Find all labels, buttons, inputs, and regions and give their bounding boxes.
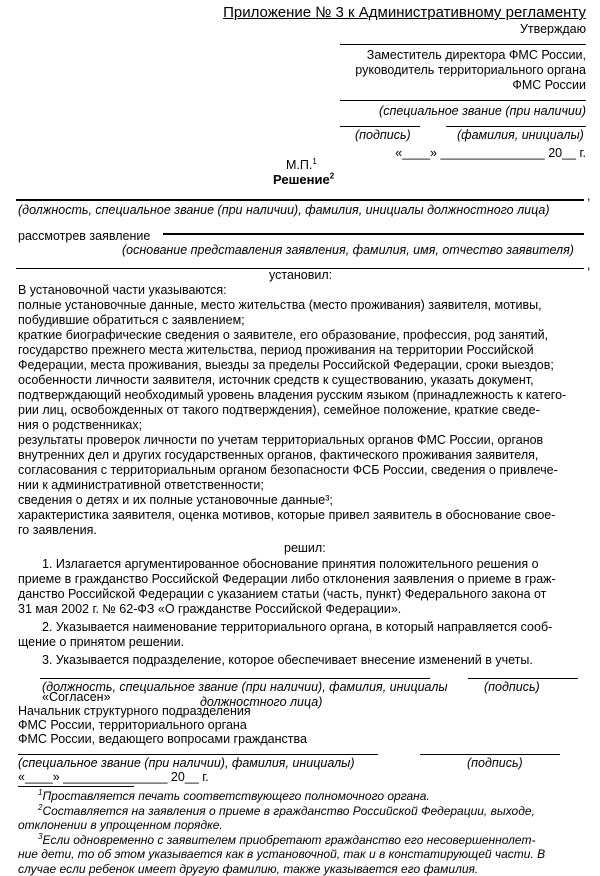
footnote-text: Составляется на заявления о приеме в гражданство Российской Федерации, выходе, [42,803,535,818]
footnote-separator [18,786,134,787]
decision-line: 1. Излагается аргументированное обоснование принятия положительного решения о [42,557,539,571]
statement-line: характеристика заявителя, оценка мотивов, которые привел заявитель в обоснование свое- [18,508,556,522]
statement-line: внутренних дел и других государственных органов, фактического проживания заявителя, [18,448,539,462]
footnote-3-cont-2 [18,862,478,876]
footnote-text: Проставляется печать соответствующего полномочного органа. [42,789,430,803]
decision-line: 2. Указывается наименование территориального органа, в который направляется сооб- [42,620,553,634]
reviewed-line [163,233,584,235]
agreed-rank-line [18,754,378,755]
statement-line: сведения о детях и их полные установочные данные³; [18,493,333,507]
approval-date-line: «____» _______________ 20__ г. [395,146,586,160]
sign-signature-line [468,678,578,679]
footnote-number: 2 [38,802,43,812]
footnote-number: 3 [38,831,43,841]
statement-line: подтверждающий необходимый уровень владения русским языком (принадлежность к катего- [18,388,567,402]
agreed-signature-line [420,754,560,755]
established-heading: установил: [269,268,333,282]
footnote-3 [38,833,535,847]
decided-heading: решил: [284,541,326,555]
footnote-3-cont-1 [18,847,545,861]
sign-officer-hint-1: (должность, специальное звание (при наличии), фамилия, инициалы [42,680,448,694]
agreed-line-3: ФМС России, ведающего вопросами гражданства [18,732,307,746]
rank-line [340,100,586,101]
statement-line: государство прежнего места жительства, период проживания на территории Российской [18,343,534,357]
agreed-label: «Согласен» [42,690,111,704]
appendix-heading: Приложение № 3 к Административному регламенту [223,4,586,21]
decision-line: щение о принятом решении. [18,635,185,649]
rank-hint: (специальное звание (при наличии) [379,104,586,118]
statement-line: нии к административной ответственности; [18,478,264,492]
sign-officer-line [40,678,430,679]
statement-line: особенности личности заявителя, источник средств к существованию, указать документ, [18,373,534,387]
seal-footnote-ref: 1 [312,156,317,166]
reviewed-hint: (основание представления заявления, фамилия, имя, отчество заявителя) [122,243,574,257]
decision-line: 31 мая 2002 г. № 62-ФЗ «О гражданстве Российской Федерации». [18,602,402,616]
agreed-date-line: «____» _______________ 20__ г. [18,770,209,784]
statement-line: го заявления. [18,523,97,537]
decision-title-text: Решение [273,172,330,187]
seal-mark [286,158,317,173]
footnote-2 [38,804,535,818]
officer-hint: (должность, специальное звание (при наличии), фамилия, инициалы должностного лица) [18,203,550,217]
officer-line-comma: , [587,189,591,203]
name-hint: (фамилия, инициалы) [457,128,584,142]
decision-line: приеме в гражданство Российской Федерации либо отклонения заявления о приеме в граж- [18,572,556,586]
footnote-text: отклонении в упрощенном порядке. [18,818,223,832]
agreed-signature-hint: (подпись) [467,756,523,770]
statement-line: полные установочные данные, место жительства (место проживания) заявителя, мотивы, [18,298,542,312]
decision-title [273,172,334,187]
officer-line [16,199,584,201]
statement-line: В установочной части указываются: [18,283,227,297]
agreed-line-1: Начальник структурного подразделения [18,704,251,718]
footnote-number: 1 [38,788,43,797]
footnote-text: Если одновременно с заявителем приобретают гражданство его несовершеннолет- [42,832,536,847]
footnote-2-cont [18,818,223,832]
seal-text: М.П. [286,158,313,172]
statement-line: Федерации, места проживания, выезды за пределы Российской Федерации, сроки выездов; [18,358,554,372]
reviewed-label: рассмотрев заявление [18,229,151,243]
approver-title-1: Заместитель директора ФМС России, [366,48,586,62]
approver-line-top [340,44,586,45]
statement-line: рии лиц, освобожденных от такого подтверждения), семейное положение, краткие сведе- [18,403,540,417]
footnote-text: ние дети, то об этом указывается как в установочной, так и в констатирующей части. В [18,847,546,861]
signature-hint: (подпись) [355,128,411,142]
name-line [446,126,586,127]
sign-officer-hint-2: должностного лица) [200,695,323,709]
statement-line: согласования с территориальным органом безопасности ФСБ России, сведения о привлече- [18,463,558,477]
signature-line [340,126,420,127]
footnote-1 [38,789,430,803]
approver-title-2: руководитель территориального органа [355,63,586,77]
decision-line: 3. Указывается подразделение, которое обеспечивает внесение изменений в учеты. [42,653,533,667]
title-footnote-ref: 2 [329,171,335,181]
statement-line: результаты проверок личности по учетам территориальных органов ФМС России, органов [18,433,544,447]
statement-line: краткие биографические сведения о заявителе, его образование, профессия, род занятий, [18,328,549,342]
agreed-line-2: ФМС России, территориального органа [18,718,247,732]
reviewed-line-2-comma: , [587,258,591,272]
approve-label: Утверждаю [519,22,586,36]
footnote-text: случае если ребенок имеет другую фамилию, также указывается его фамилия. [18,861,479,876]
agreed-rank-hint: (специальное звание (при наличии), фамилия, инициалы) [18,756,355,770]
statement-line: ния о родственниках; [18,418,143,432]
decision-line: данство Российской Федерации с указанием статьи (часть, пункт) Федерального закона от [18,587,547,601]
sign-signature-hint: (подпись) [484,680,540,694]
approver-title-3: ФМС России [512,78,586,92]
statement-line: побудившие обратиться с заявлением; [18,313,245,327]
